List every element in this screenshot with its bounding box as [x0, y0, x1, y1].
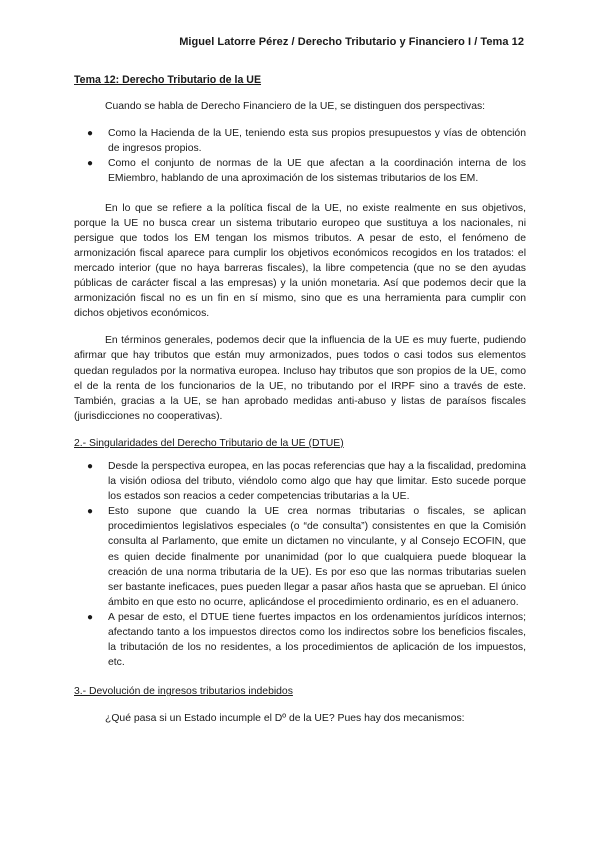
bullet-icon: ●	[87, 460, 94, 472]
list-item	[74, 504, 526, 610]
perspectives-list	[74, 126, 526, 186]
list-item-text: A pesar de esto, el DTUE tiene fuertes impactos en los ordenamientos jurídicos internos; afectando tanto a los impuestos directos como los indirectos sobre los beneficios fiscales, la tributación de los no residentes, a los procedimientos de aplicación de los impuestos, etc.	[108, 611, 526, 669]
document-body	[74, 73, 526, 726]
document-title: Tema 12: Derecho Tributario de la UE	[74, 74, 262, 86]
bullet-icon: ●	[87, 128, 94, 140]
section-3-text: ¿Qué pasa si un Estado incumple el Dº de la UE? Pues hay dos mecanismos:	[105, 713, 465, 725]
running-header: Miguel Latorre Pérez / Derecho Tributario y Financiero I / Tema 12	[179, 36, 524, 48]
section-2-list	[74, 459, 526, 670]
list-item	[74, 126, 526, 156]
paragraph-fiscal-policy: En lo que se refiere a la política fiscal de la UE, no existe realmente en sus objetivos, porque la UE no busca crear un sistema tributario europeo que sustituya a los nacionales, ni persigue que todos los EM tengan los mismos tributos. A pesar de esto, el fenómeno de armonización fiscal aparece para cumplir los objetivos económicos recogidos en los tratados: el mercado interior (que no haya barreras fiscales), la libre competencia (que no se den ayudas públicas de carácter fiscal a las empresas) y la unión monetaria. Así que podemos decir que la armonización fiscal no es un fin en sí mismo, sino que es una herramienta para cumplir con dichos objetivos económicos.	[74, 202, 526, 320]
section-2-heading: 2.- Singularidades del Derecho Tributario de la UE (DTUE)	[74, 437, 344, 449]
list-item-text: Esto supone que cuando la UE crea normas tributarias o fiscales, se aplican procedimientos legislativos especiales (o “de consulta”) consistentes en que la Comisión consulta al Parlamento, que emite un dictamen no vinculante, y al Consejo ECOFIN, que es quien decide finalmente por unanimidad (por lo que cualquiera puede bloquear la creación de una norma tributaria de la UE). Es por eso que las normas tributarias suelen ser bastante ineficaces, pues pueden llegar a pasar años hasta que se aprueban. El único ámbito en que esto no ocurre, aplicándose el procedimiento ordinario, es en el aduanero.	[108, 506, 526, 608]
section-3-heading: 3.- Devolución de ingresos tributarios indebidos	[74, 686, 293, 698]
paragraph-eu-influence: En términos generales, podemos decir que la influencia de la UE es muy fuerte, pudiendo afirmar que hay tributos que están muy armonizados, pues todos o casi todos sus elementos quedan regulados por la normativa europea. Incluso hay tributos que son propios de la UE, como el de la renta de los funcionarios de la UE, no tributando por el IRPF sino a través de este. También, gracias a la UE, se han aprobado medidas anti-abuso y listas de paraísos fiscales (jurisdicciones no cooperativas).	[74, 335, 526, 422]
list-item	[74, 459, 526, 504]
bullet-icon: ●	[87, 611, 94, 623]
list-item	[74, 610, 526, 670]
list-item-text: Como el conjunto de normas de la UE que afectan a la coordinación interna de los EMiembro, hablando de una aproximación de los sistemas tributarios de los EM.	[108, 158, 526, 185]
list-item-text: Como la Hacienda de la UE, teniendo esta sus propios presupuestos y vías de obtención de ingresos propios.	[108, 128, 526, 155]
bullet-icon: ●	[87, 158, 94, 170]
list-item	[74, 156, 526, 186]
list-item-text: Desde la perspectiva europea, en las pocas referencias que hay a la fiscalidad, predomina la visión odiosa del tributo, viéndolo como algo que hay que limitar. Esto sucede porque los estados son reacios a ceder competencias tributarias a la UE.	[108, 460, 526, 503]
intro-paragraph: Cuando se habla de Derecho Financiero de la UE, se distinguen dos perspectivas:	[105, 101, 486, 113]
bullet-icon: ●	[87, 506, 94, 518]
